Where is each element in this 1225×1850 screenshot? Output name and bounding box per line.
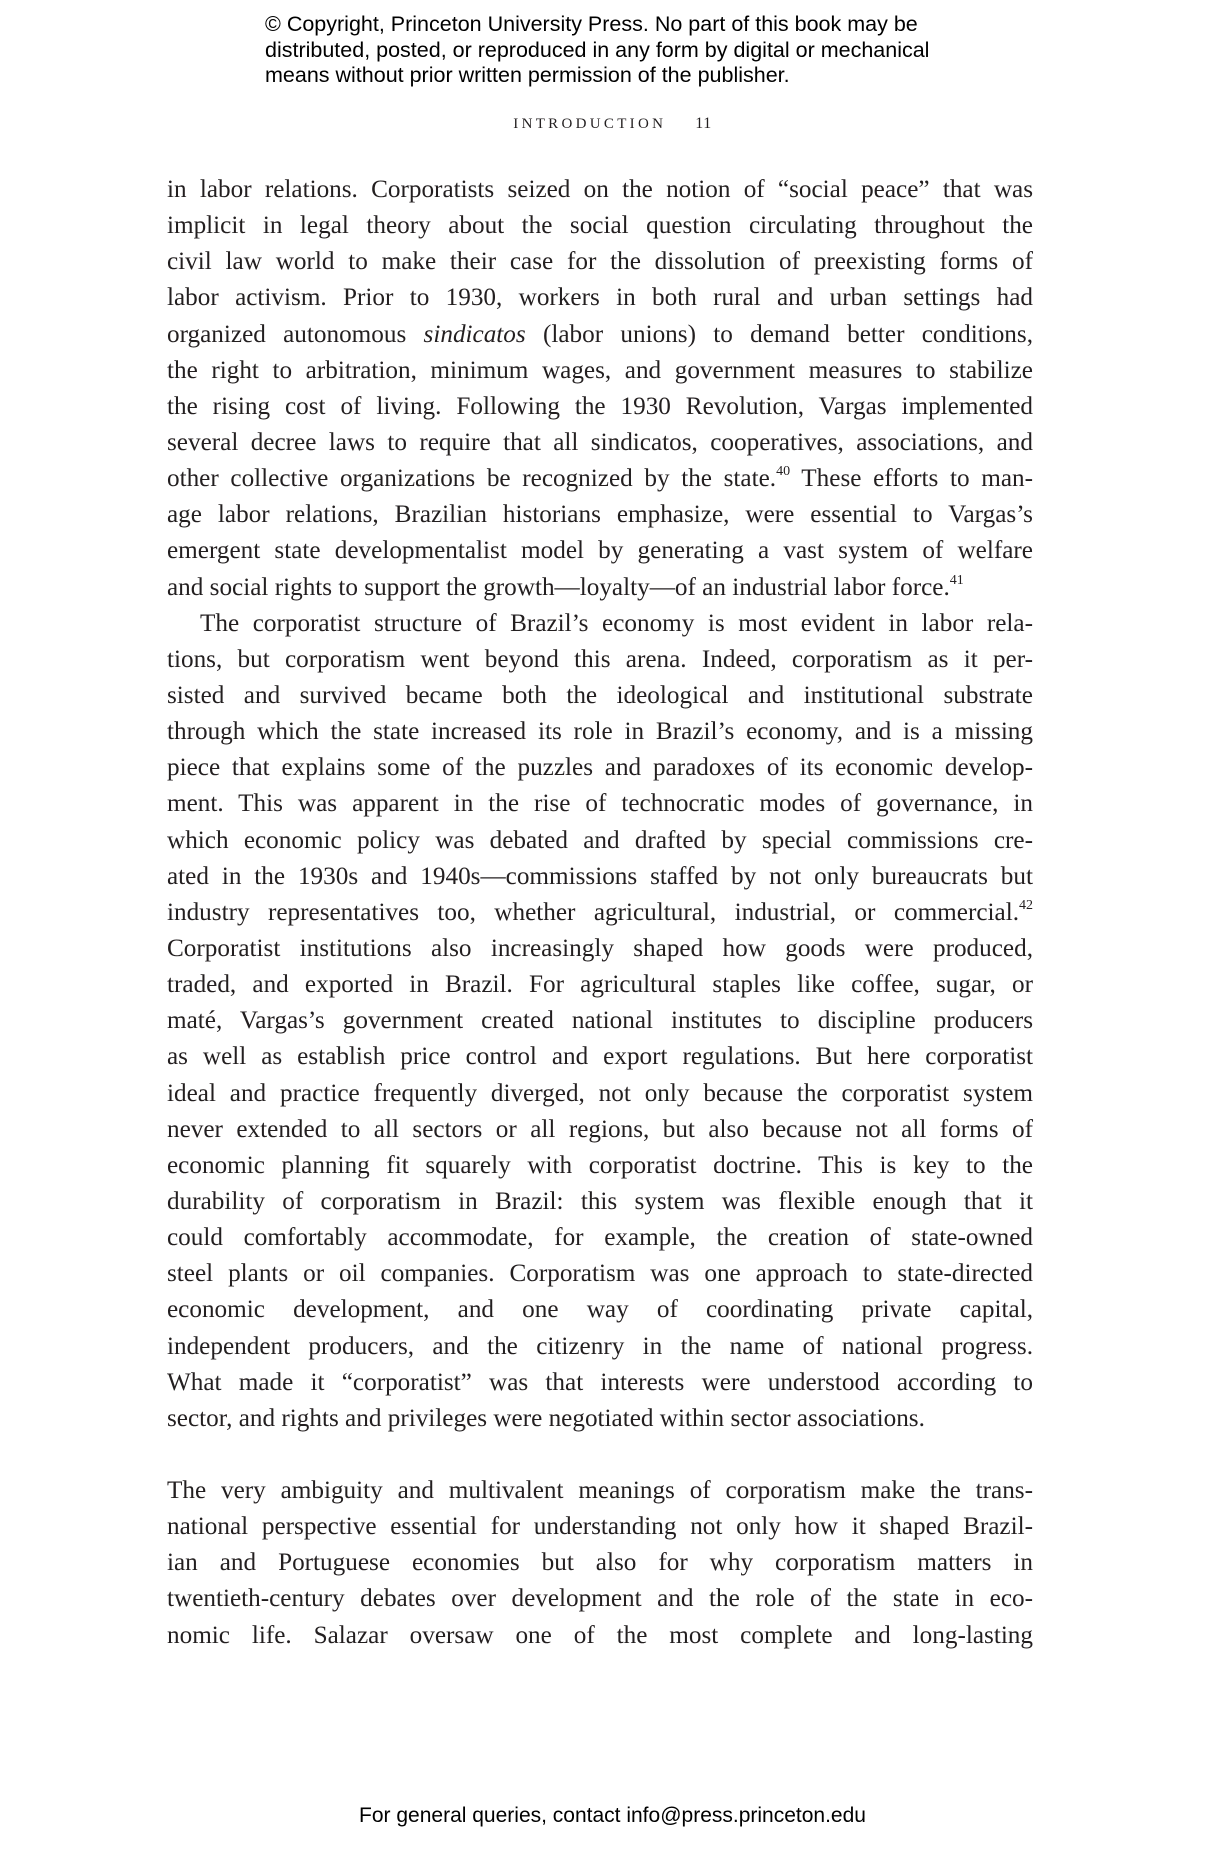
copyright-line: © Copyright, Princeton University Press. No part of this book may be — [265, 12, 918, 36]
text-line: implicit in legal theory about the social question circulating throughout the — [167, 212, 1033, 240]
text-run: (labor unions) to demand better conditions, — [525, 320, 1033, 348]
copyright-line: means without prior written permission of the publisher. — [265, 63, 790, 88]
text-line: durability of corporatism in Brazil: this system was flexible enough that it — [167, 1187, 1033, 1215]
text-line: ated in the 1930s and 1940s—commissions staffed by not only bureaucrats but — [167, 862, 1033, 890]
text-line: maté, Vargas’s government created national institutes to discipline producers — [167, 1007, 1033, 1035]
text-line: What made it “corporatist” was that interests were understood according to — [167, 1368, 1033, 1396]
text-line: age labor relations, Brazilian historians emphasize, were essential to Vargas’s — [167, 501, 1033, 529]
footnote-reference[interactable]: 40 — [776, 464, 791, 480]
copyright-line: distributed, posted, or reproduced in any form by digital or mechanical — [265, 37, 930, 62]
text-line: sector, and rights and privileges were negotiated within sector associations. — [167, 1404, 925, 1432]
text-line: national perspective essential for understanding not only how it shaped Brazil- — [167, 1513, 1033, 1541]
italic-term: sindicatos — [423, 320, 526, 348]
text-line: economic planning fit squarely with corporatist doctrine. This is key to the — [167, 1151, 1033, 1179]
text-line — [167, 461, 1033, 497]
text-line — [167, 895, 1033, 931]
text-line: The very ambiguity and multivalent meanings of corporatism make the trans- — [167, 1477, 1033, 1505]
running-head-title: INTRODUCTION — [513, 116, 667, 132]
text-line: the right to arbitration, minimum wages, and government measures to stabilize — [167, 356, 1033, 384]
text-line: ian and Portuguese economies but also for why corporatism matters in — [167, 1549, 1033, 1577]
text-line: as well as establish price control and export regulations. But here corporatist — [167, 1043, 1033, 1071]
text-line: the rising cost of living. Following the 1930 Revolution, Vargas implemented — [167, 392, 1033, 420]
body-text — [167, 172, 1033, 1654]
text-run: organized autonomous — [167, 320, 424, 348]
section-break — [167, 1437, 1033, 1473]
page-number: 11 — [695, 115, 712, 132]
text-line: nomic life. Salazar oversaw one of the most complete and long-lasting — [167, 1621, 1033, 1649]
footnote-reference[interactable]: 42 — [1019, 897, 1033, 913]
paragraph — [167, 1473, 1033, 1654]
running-head — [0, 115, 1225, 133]
text-line: tions, but corporatism went beyond this arena. Indeed, corporatism as it per- — [167, 645, 1033, 673]
text-line — [167, 317, 1033, 353]
text-line: civil law world to make their case for the dissolution of preexisting forms of — [167, 248, 1033, 276]
text-line: could comfortably accommodate, for example, the creation of state-owned — [167, 1224, 1033, 1252]
text-line — [167, 570, 1033, 606]
text-line: Corporatist institutions also increasingly shaped how goods were produced, — [167, 934, 1033, 962]
footnote-reference[interactable]: 41 — [949, 572, 964, 588]
text-run: other collective organizations be recognized by the state. — [167, 465, 777, 493]
text-line: never extended to all sectors or all regions, but also because not all forms of — [167, 1115, 1033, 1143]
paragraph — [167, 606, 1033, 1437]
text-line: emergent state developmentalist model by generating a vast system of welfare — [167, 537, 1033, 565]
text-line: piece that explains some of the puzzles and paradoxes of its economic develop- — [167, 754, 1033, 782]
text-line: economic development, and one way of coordinating private capital, — [167, 1296, 1033, 1324]
text-line: traded, and exported in Brazil. For agricultural staples like coffee, sugar, or — [167, 971, 1033, 999]
copyright-notice — [265, 12, 985, 89]
text-line: twentieth-century debates over development and the role of the state in eco- — [167, 1585, 1033, 1613]
text-line: sisted and survived became both the ideological and institutional substrate — [167, 681, 1033, 709]
text-line: in labor relations. Corporatists seized on the notion of “social peace” that was — [167, 176, 1033, 203]
text-line: labor activism. Prior to 1930, workers in both rural and urban settings had — [167, 284, 1033, 312]
text-line: The corporatist structure of Brazil’s economy is most evident in labor rela- — [200, 609, 1033, 637]
footer-contact: For general queries, contact info@press.princeton.edu — [359, 1804, 866, 1827]
text-line: through which the state increased its role in Brazil’s economy, and is a missing — [167, 718, 1033, 746]
text-line: independent producers, and the citizenry in the name of national progress. — [167, 1332, 1033, 1360]
text-line: several decree laws to require that all sindicatos, cooperatives, associations, and — [167, 428, 1033, 456]
paragraph — [167, 172, 1033, 606]
text-line: ideal and practice frequently diverged, not only because the corporatist system — [167, 1079, 1033, 1107]
text-run: industry representatives too, whether agricultural, industrial, or commercial. — [167, 898, 1019, 926]
text-line: steel plants or oil companies. Corporatism was one approach to state-directed — [167, 1260, 1033, 1288]
text-run: These efforts to man- — [790, 465, 1033, 493]
text-run: and social rights to support the growth—loyalty—of an industrial labor force. — [167, 573, 950, 601]
text-line: which economic policy was debated and drafted by special commissions cre- — [167, 826, 1033, 854]
text-line: ment. This was apparent in the rise of technocratic modes of governance, in — [167, 790, 1033, 818]
